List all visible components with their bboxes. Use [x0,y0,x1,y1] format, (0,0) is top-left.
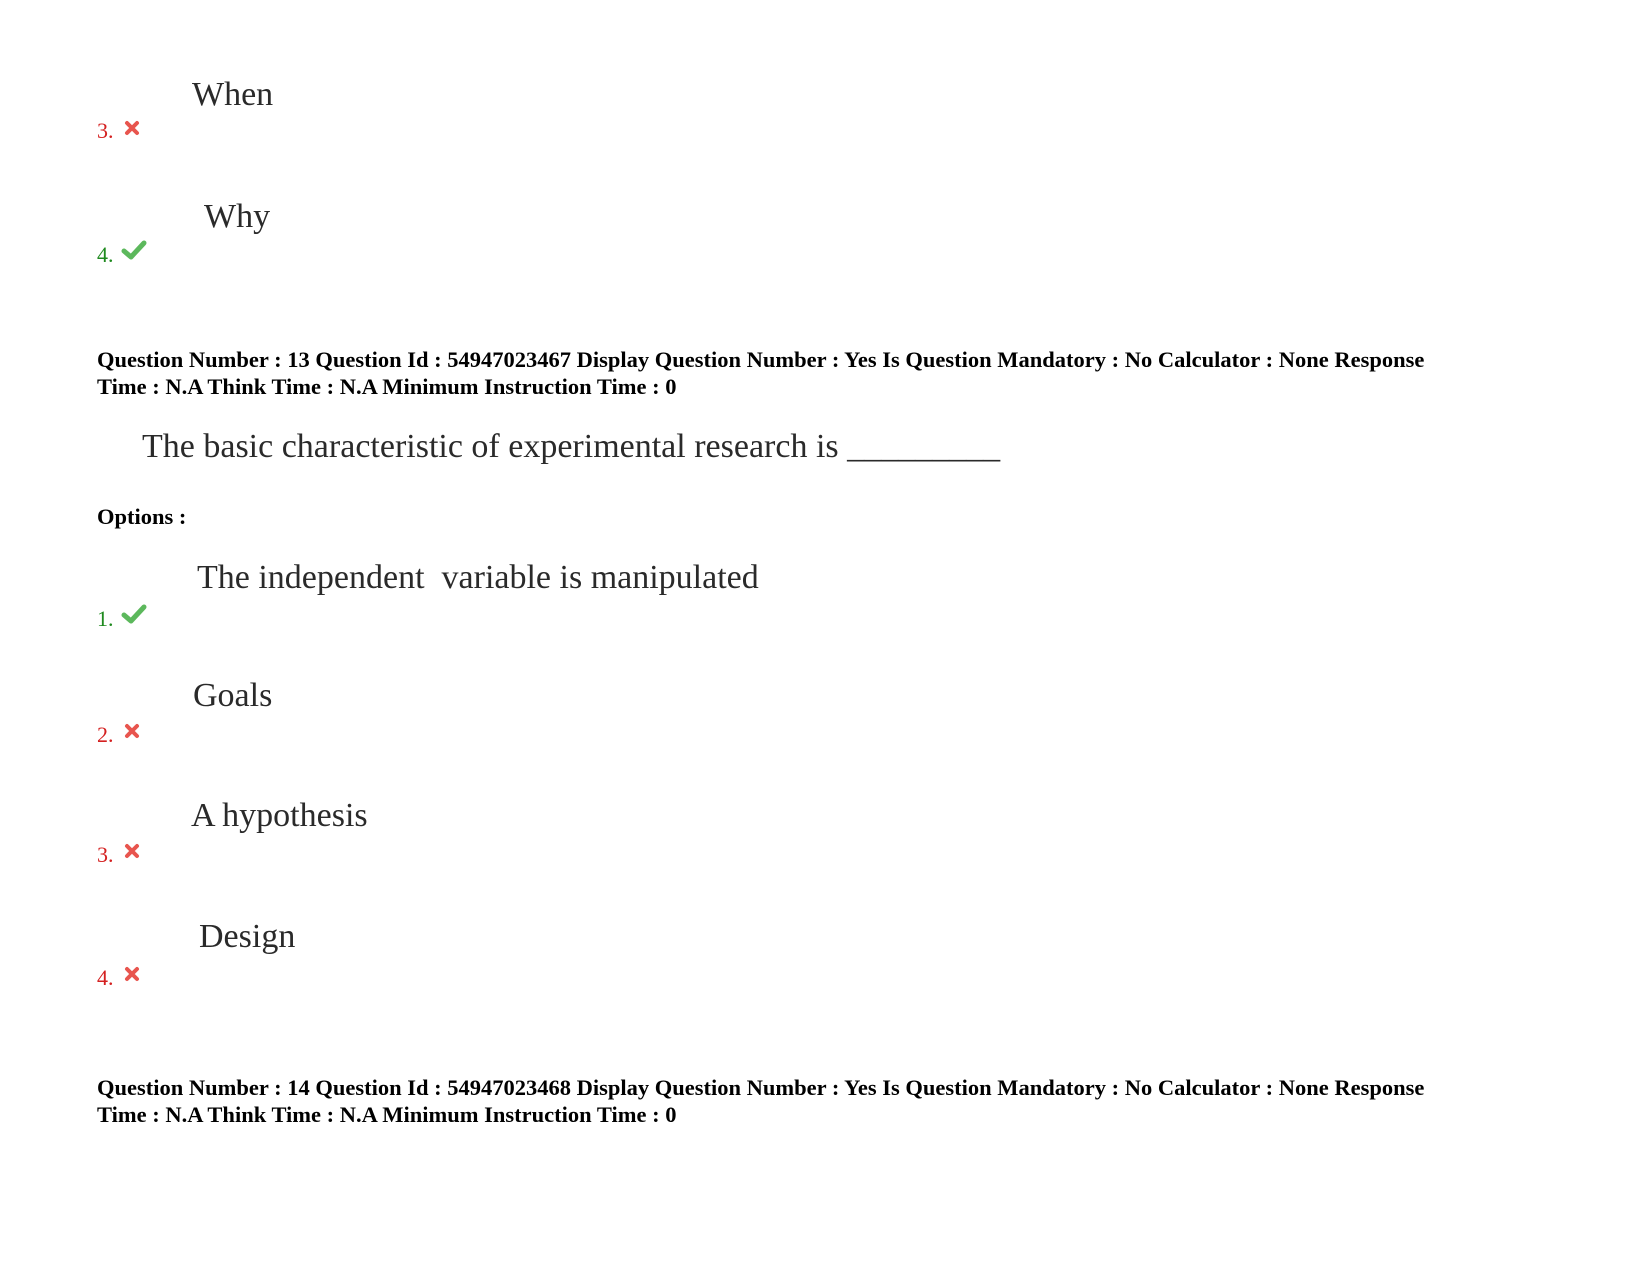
cross-icon [124,843,140,859]
question-metadata-line1: Question Number : 14 Question Id : 54947023468 Display Question Number : Yes Is Question Mandatory : No Calculator : None Response [97,1075,1425,1100]
question-metadata-line1: Question Number : 13 Question Id : 54947023467 Display Question Number : Yes Is Question Mandatory : No Calculator : None Response [97,347,1425,372]
question-text: The basic characteristic of experimental research is _________ [142,428,1001,465]
cross-icon [124,723,140,739]
check-icon [121,604,147,624]
option-text: The independent variable is manipulated [197,559,759,596]
option-text: When [192,76,274,113]
question-metadata [97,346,1567,400]
cross-icon [124,966,140,982]
question-metadata-line2: Time : N.A Think Time : N.A Minimum Instruction Time : 0 [97,1102,677,1127]
option-row [0,190,1000,270]
option-text: Goals [193,677,273,714]
option-number: 2. [97,722,114,747]
question-metadata [97,1074,1567,1128]
option-text: Design [199,918,296,955]
check-icon [121,240,147,260]
option-row [0,794,1000,874]
option-number: 4. [97,965,114,990]
option-number: 3. [97,118,114,143]
option-row [0,556,1000,636]
option-number: 1. [97,606,114,631]
option-row [0,915,1000,995]
option-text: A hypothesis [191,797,368,834]
options-label: Options : [97,504,187,529]
option-text: Why [204,198,271,235]
option-row [0,70,1000,150]
cross-icon [124,120,140,136]
option-number: 3. [97,842,114,867]
option-number: 4. [97,242,114,267]
question-metadata-line2: Time : N.A Think Time : N.A Minimum Instruction Time : 0 [97,374,677,399]
option-row [0,674,1000,754]
